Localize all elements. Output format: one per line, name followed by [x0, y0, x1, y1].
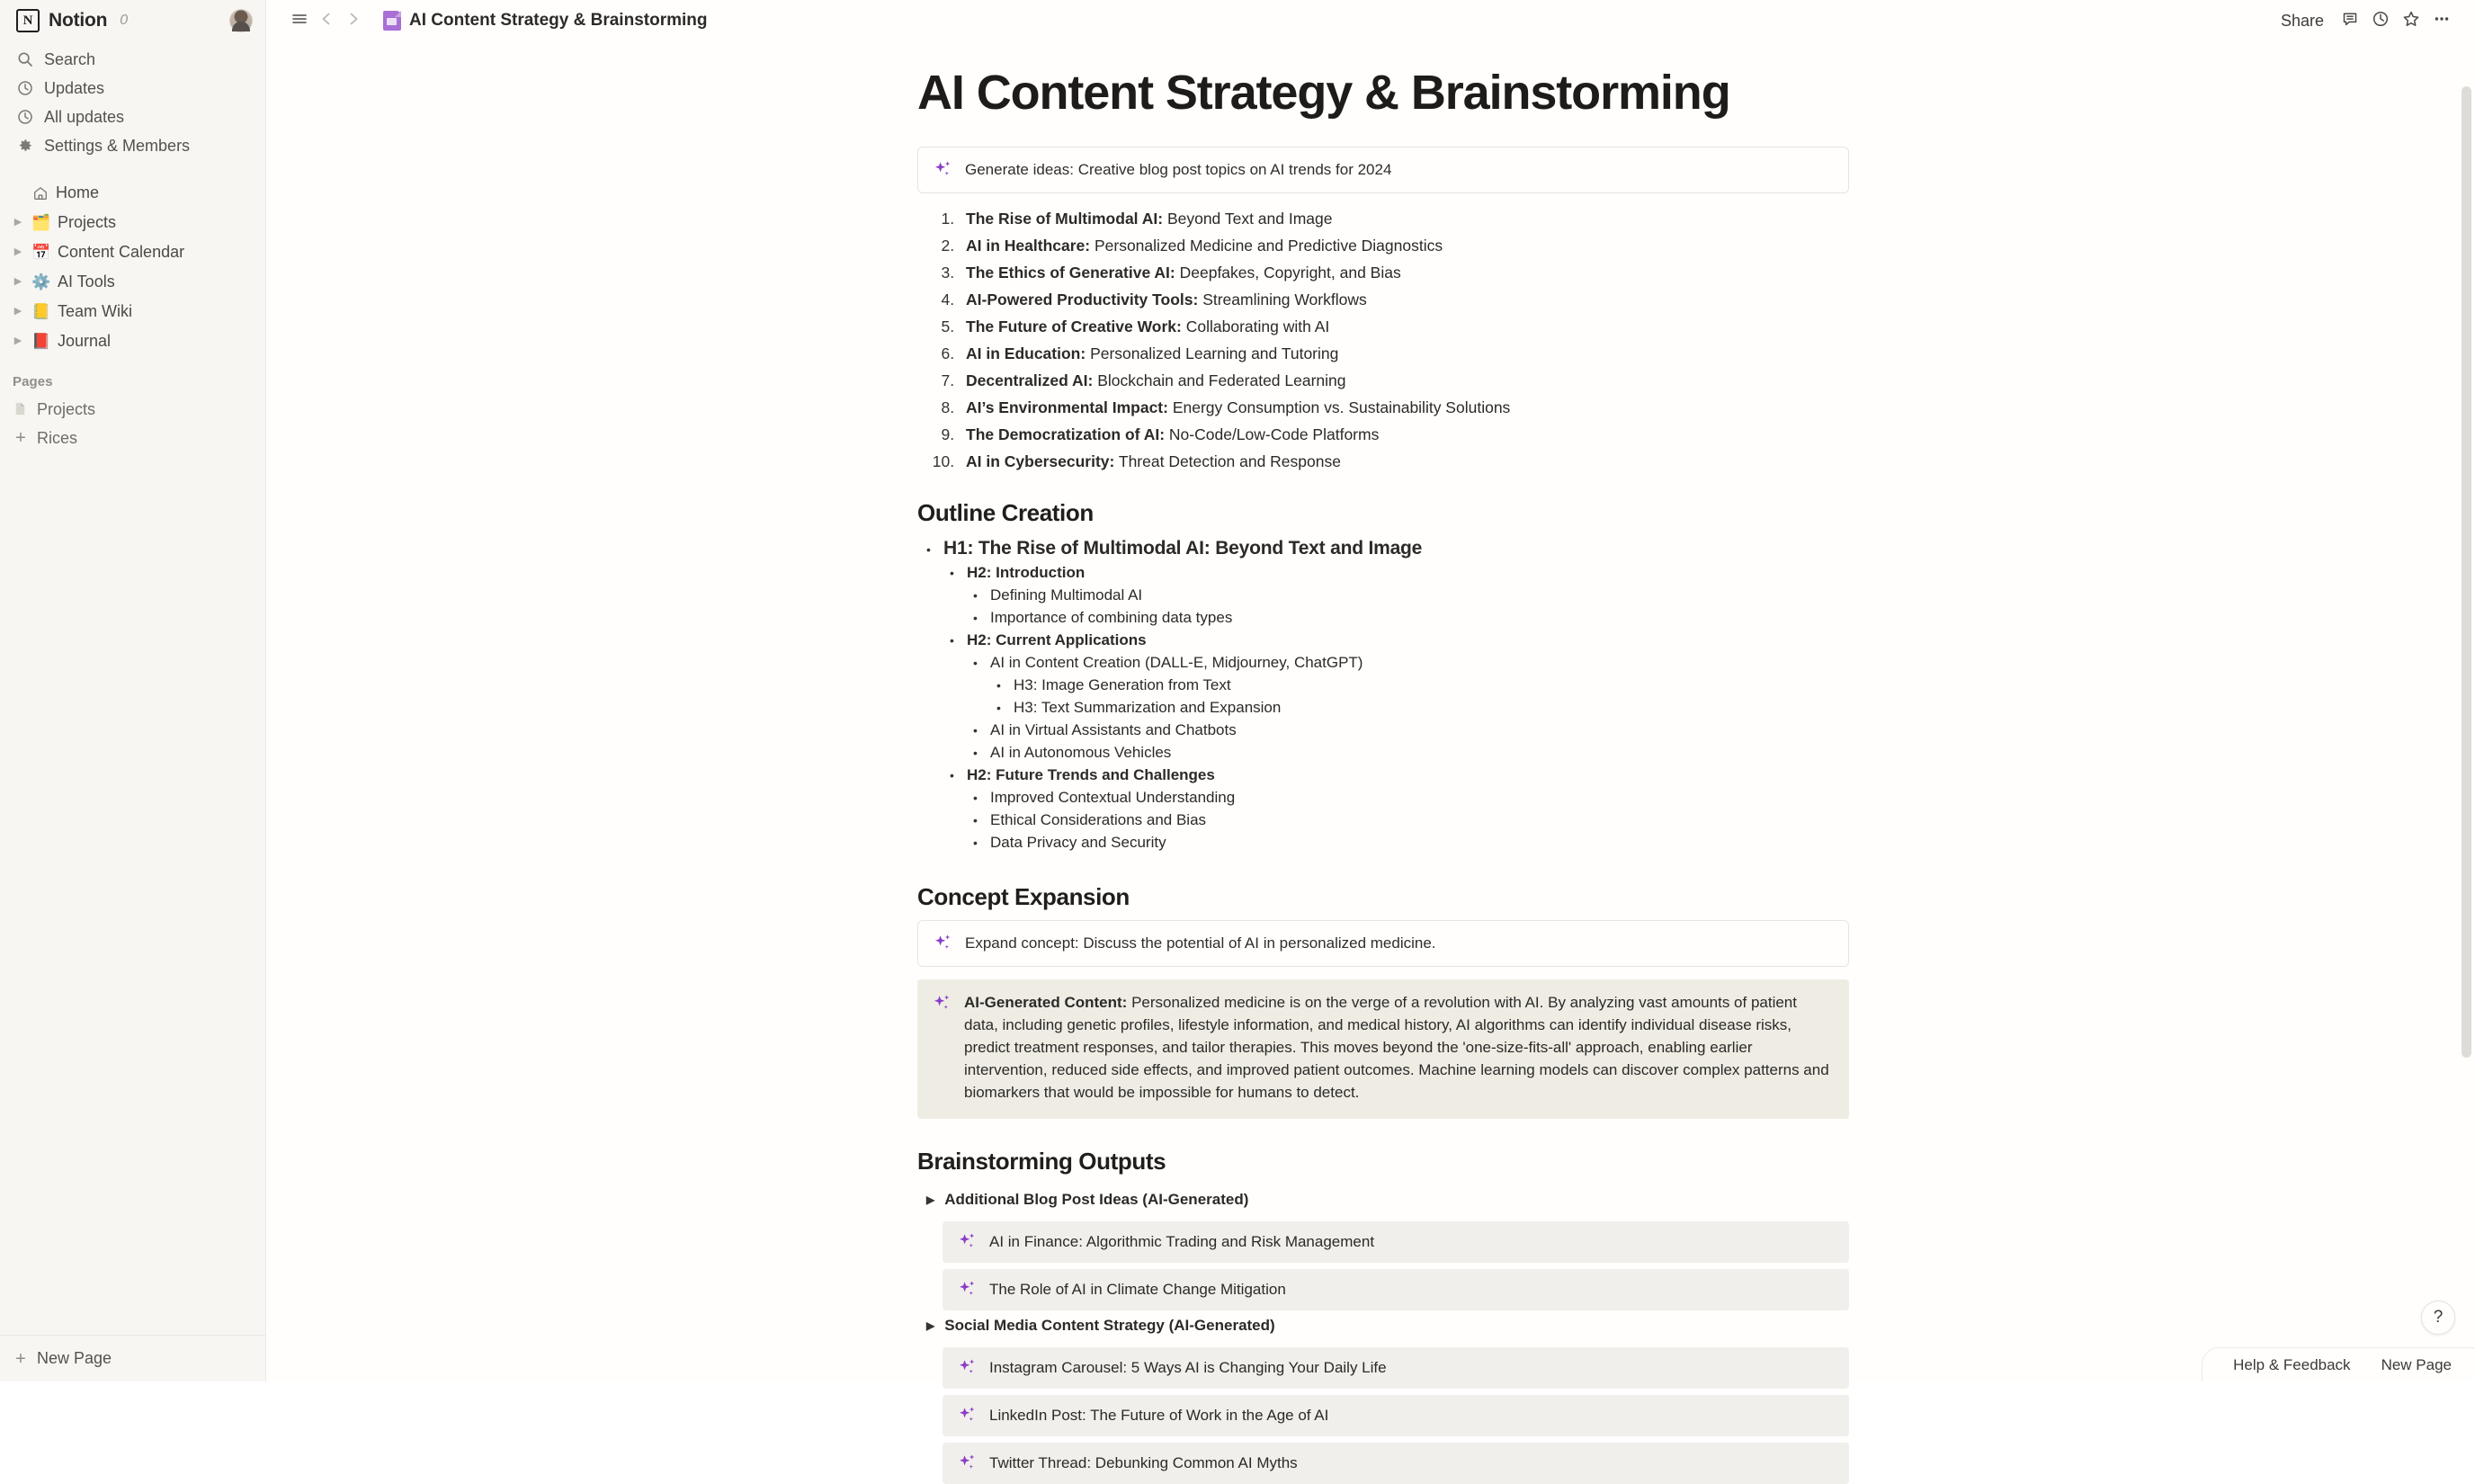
list-item[interactable] [959, 400, 1849, 416]
outline-list [917, 536, 1849, 854]
topic-title: Decentralized AI: [966, 371, 1094, 390]
more-horizontal-icon [2433, 10, 2451, 32]
sidebar-item-label: Journal [58, 332, 112, 350]
list-item[interactable] [959, 211, 1849, 228]
list-item[interactable] [959, 346, 1849, 362]
toggle-additional-blog-post-ideas[interactable] [917, 1185, 1849, 1215]
outline-item-label: H1: The Rise of Multimodal AI: Beyond Text and Image [943, 538, 1423, 559]
ai-sparkle-icon [934, 934, 952, 953]
chevron-right-icon[interactable]: ▶ [13, 335, 22, 346]
outline-item[interactable] [917, 607, 1849, 630]
section-heading-concept-expansion: Concept Expansion [917, 882, 1130, 910]
sidebar-primary-nav [0, 41, 265, 160]
history-clock-icon [2372, 10, 2390, 32]
outline-item-label: AI in Virtual Assistants and Chatbots [990, 721, 1237, 739]
outline-item-label: H3: Image Generation from Text [1014, 676, 1231, 694]
comment-icon [2341, 10, 2359, 32]
ai-generated-label: AI-Generated Content: [964, 993, 1128, 1011]
workspace-name: Notion [49, 10, 108, 31]
outline-item[interactable] [917, 720, 1849, 742]
list-item[interactable] [959, 373, 1849, 389]
chevron-right-icon[interactable]: ▶ [926, 1193, 935, 1206]
chevron-right-icon[interactable]: ▶ [926, 1319, 935, 1332]
sidebar-page-rices[interactable] [0, 424, 265, 452]
ai-suggestion-text: LinkedIn Post: The Future of Work in the Age of AI [989, 1406, 1329, 1424]
outline-item-label: Data Privacy and Security [990, 834, 1166, 852]
topic-subtitle: Personalized Learning and Tutoring [1086, 344, 1339, 363]
bullet-icon: • [973, 723, 978, 738]
notebook-emoji-icon: 📒 [31, 303, 51, 320]
ai-sparkle-icon [959, 1358, 977, 1378]
ai-generated-content-block[interactable] [917, 979, 1849, 1119]
bullet-icon: • [950, 768, 954, 783]
section-heading-outline-creation: Outline Creation [917, 498, 1094, 526]
sidebar-item-label: Settings & Members [44, 136, 191, 155]
chevron-right-icon[interactable]: ▶ [13, 276, 22, 287]
main-area [266, 0, 2475, 1471]
concept-prompt-text: Expand concept: Discuss the potential of AI in personalized medicine. [965, 934, 1436, 952]
topic-subtitle: Energy Consumption vs. Sustainability Solutions [1167, 398, 1511, 417]
folder-emoji-icon: 🗂️ [31, 214, 51, 231]
search-icon [16, 50, 34, 68]
bullet-icon: • [973, 791, 978, 806]
outline-item-label: Importance of combining data types [990, 609, 1233, 627]
more-options-button[interactable] [2428, 7, 2455, 34]
outline-item-label: H2: Introduction [967, 564, 1086, 582]
topic-title: AI in Healthcare: [966, 237, 1091, 255]
back-button[interactable] [313, 7, 340, 34]
sidebar-page-label: Rices [37, 428, 78, 447]
sidebar-page-label: Projects [37, 399, 96, 418]
topbar [266, 0, 2475, 41]
workspace-switcher[interactable] [0, 0, 265, 41]
list-item[interactable] [959, 454, 1849, 470]
outline-item[interactable] [917, 764, 1849, 787]
bullet-icon: • [996, 701, 1001, 716]
chevron-right-icon[interactable]: ▶ [13, 306, 22, 317]
bullet-icon: • [926, 542, 931, 558]
bullet-icon: • [973, 836, 978, 851]
help-and-feedback-button[interactable]: Help & Feedback [2233, 1355, 2351, 1373]
home-icon [31, 184, 49, 202]
sidebar-item-label: Search [44, 49, 96, 68]
sidebar-item-search[interactable] [0, 45, 265, 74]
topic-subtitle: Personalized Medicine and Predictive Diagnostics [1090, 237, 1443, 255]
calendar-emoji-icon: 📅 [31, 244, 51, 261]
outline-item[interactable] [917, 742, 1849, 764]
topbar-actions [2272, 6, 2455, 36]
bottom-action-bar [2202, 1347, 2475, 1381]
forward-button[interactable] [340, 7, 367, 34]
list-item[interactable] [959, 238, 1849, 255]
sidebar-page-projects[interactable] [0, 395, 265, 424]
topic-title: AI-Powered Productivity Tools: [966, 291, 1199, 309]
ai-suggestion-text: The Role of AI in Climate Change Mitigation [989, 1280, 1286, 1298]
section-heading-brainstorming-outputs: Brainstorming Outputs [917, 1147, 1166, 1175]
topic-subtitle: Streamlining Workflows [1198, 291, 1367, 309]
sidebar-item-label: Projects [58, 213, 117, 231]
vertical-scrollbar[interactable] [2462, 86, 2471, 1058]
topic-title: AI in Cybersecurity: [966, 452, 1115, 471]
clock-icon [16, 79, 34, 97]
topic-subtitle: Deepfakes, Copyright, and Bias [1175, 264, 1401, 282]
list-item[interactable] [959, 427, 1849, 443]
bullet-icon: • [973, 746, 978, 761]
clock-icon [16, 108, 34, 126]
list-item[interactable] [959, 292, 1849, 308]
topic-title: The Ethics of Generative AI: [966, 264, 1175, 282]
avatar[interactable] [229, 9, 253, 32]
sidebar-toggle-button[interactable] [286, 7, 313, 34]
sidebar-item-label: Team Wiki [58, 302, 133, 320]
concept-prompt-block[interactable] [917, 920, 1849, 967]
ai-sparkle-icon [959, 1232, 977, 1252]
chevron-left-icon [318, 11, 335, 31]
topic-list [917, 211, 1849, 470]
plus-icon: + [15, 428, 26, 448]
outline-item-label: Improved Contextual Understanding [990, 789, 1236, 807]
toggle-label: Additional Blog Post Ideas (AI-Generated) [944, 1190, 1249, 1208]
star-icon [2402, 10, 2420, 32]
outline-item[interactable] [917, 675, 1849, 697]
sidebar-item-ai-tools[interactable] [0, 267, 265, 297]
ai-sparkle-icon [934, 160, 952, 180]
topic-title: The Future of Creative Work: [966, 317, 1182, 336]
nav-divider-space [0, 160, 265, 174]
outline-item[interactable] [917, 562, 1849, 585]
ai-generated-text [964, 992, 1833, 1104]
history-button[interactable] [2367, 7, 2394, 34]
bullet-icon: • [973, 588, 978, 603]
sidebar-item-home[interactable] [0, 178, 265, 208]
breadcrumb[interactable] [378, 7, 712, 34]
ai-suggestion-card[interactable] [943, 1269, 1849, 1310]
chevron-right-icon[interactable]: ▶ [13, 217, 22, 228]
outline-item[interactable] [917, 536, 1849, 562]
outline-item[interactable] [917, 585, 1849, 607]
notion-logo-icon: N [16, 9, 40, 32]
gear-emoji-icon: ⚙️ [31, 273, 51, 291]
sidebar-item-label: Updates [44, 78, 105, 97]
outline-item[interactable] [917, 787, 1849, 809]
sidebar-workspace-tree [0, 174, 265, 356]
sidebar [0, 0, 266, 1381]
document-icon [13, 401, 29, 417]
workspace-count: 0 [120, 13, 129, 28]
topic-title: AI in Education: [966, 344, 1086, 363]
outline-item-label: H3: Text Summarization and Expansion [1014, 699, 1282, 717]
share-button[interactable]: Share [2280, 11, 2324, 30]
book-emoji-icon: 📕 [31, 333, 51, 350]
ai-sparkle-icon [959, 1406, 977, 1426]
ai-suggestion-text: Twitter Thread: Debunking Common AI Myths [989, 1453, 1298, 1471]
help-button[interactable]: ? [2421, 1301, 2455, 1335]
plus-icon: + [15, 1348, 26, 1369]
list-item[interactable] [959, 319, 1849, 335]
bullet-icon: • [973, 813, 978, 828]
document-scroll-region[interactable] [266, 41, 2475, 1471]
new-page-button[interactable] [0, 1335, 265, 1381]
ai-generated-body: Personalized medicine is on the verge of a revolution with AI. By analyzing vast amounts of patient data, including genetic profiles, lifestyle information, and medical history, AI algorithms can identify individual disease risks, predict treatment responses, and tailor therapies. This moves beyond the 'one-size-fits-all' approach, enabling earlier intervention, reduced side effects, and improved patient outcomes. Machine learning models can discover complex patterns and biomarkers that would be impossible for humans to detect. [964, 993, 1829, 1101]
ai-sparkle-icon [934, 994, 952, 1014]
gear-icon [16, 137, 34, 155]
sidebar-item-content-calendar[interactable] [0, 237, 265, 267]
outline-item[interactable] [917, 809, 1849, 832]
ai-suggestion-card[interactable] [943, 1395, 1849, 1436]
chevron-right-icon[interactable]: ▶ [13, 246, 22, 257]
bullet-icon: • [973, 611, 978, 626]
bullet-icon: • [950, 633, 954, 648]
outline-item-label: AI in Content Creation (DALL-E, Midjourney, ChatGPT) [990, 654, 1363, 672]
comment-button[interactable] [2337, 7, 2363, 34]
hamburger-icon [290, 10, 308, 32]
ai-prompt-text: Generate ideas: Creative blog post topics on AI trends for 2024 [965, 161, 1392, 179]
document-body [917, 41, 1849, 1484]
chevron-right-icon [345, 11, 362, 31]
favorite-button[interactable] [2398, 7, 2425, 34]
sidebar-item-journal[interactable] [0, 326, 265, 356]
topic-subtitle: Threat Detection and Response [1114, 452, 1341, 471]
bullet-icon: • [996, 678, 1001, 693]
pages-section-label: Pages [13, 374, 53, 389]
topic-subtitle: Collaborating with AI [1181, 317, 1330, 336]
list-item[interactable] [959, 265, 1849, 282]
outline-item-label: AI in Autonomous Vehicles [990, 744, 1172, 762]
sidebar-item-label: Content Calendar [58, 243, 185, 261]
topic-title: The Democratization of AI: [966, 425, 1166, 444]
topic-subtitle: Beyond Text and Image [1163, 210, 1333, 228]
bullet-icon: • [973, 656, 978, 671]
outline-item-label: Ethical Considerations and Bias [990, 811, 1207, 829]
topic-subtitle: No-Code/Low-Code Platforms [1165, 425, 1380, 444]
outline-item[interactable] [917, 652, 1849, 675]
page-document-icon [383, 11, 401, 31]
sidebar-item-label: Home [56, 183, 100, 201]
topic-title: The Rise of Multimodal AI: [966, 210, 1164, 228]
outline-item[interactable] [917, 697, 1849, 720]
ai-suggestion-text: Instagram Carousel: 5 Ways AI is Changing Your Daily Life [989, 1358, 1387, 1376]
sidebar-item-settings-members[interactable] [0, 131, 265, 160]
page-title: AI Content Strategy & Brainstorming [917, 66, 1730, 120]
ai-sparkle-icon [959, 1453, 977, 1473]
topic-subtitle: Blockchain and Federated Learning [1093, 371, 1346, 390]
ai-prompt-block[interactable] [917, 147, 1849, 193]
new-page-label: New Page [37, 1349, 112, 1367]
ai-sparkle-icon [959, 1280, 977, 1300]
sidebar-item-label: AI Tools [58, 273, 115, 291]
breadcrumb-title: AI Content Strategy & Brainstorming [409, 11, 708, 30]
bullet-icon: • [950, 566, 954, 581]
new-page-button-bottom[interactable]: New Page [2381, 1355, 2452, 1373]
sidebar-item-team-wiki[interactable] [0, 297, 265, 326]
ai-suggestion-card[interactable] [943, 1347, 1849, 1389]
topic-title: AI’s Environmental Impact: [966, 398, 1168, 417]
sidebar-item-label: All updates [44, 107, 125, 126]
outline-item[interactable] [917, 832, 1849, 854]
ai-suggestion-card[interactable] [943, 1221, 1849, 1263]
toggle-social-media-content-strategy[interactable] [917, 1310, 1849, 1341]
toggle-label: Social Media Content Strategy (AI-Generated) [944, 1316, 1275, 1334]
sidebar-item-projects[interactable] [0, 208, 265, 237]
outline-item-label: H2: Future Trends and Challenges [967, 766, 1215, 784]
ai-suggestion-card[interactable] [943, 1443, 1849, 1484]
outline-item[interactable] [917, 630, 1849, 652]
sidebar-item-updates[interactable] [0, 74, 265, 103]
outline-item-label: Defining Multimodal AI [990, 586, 1143, 604]
outline-item-label: H2: Current Applications [967, 631, 1147, 649]
ai-suggestion-text: AI in Finance: Algorithmic Trading and Risk Management [989, 1232, 1375, 1250]
sidebar-item-all-updates[interactable] [0, 103, 265, 131]
